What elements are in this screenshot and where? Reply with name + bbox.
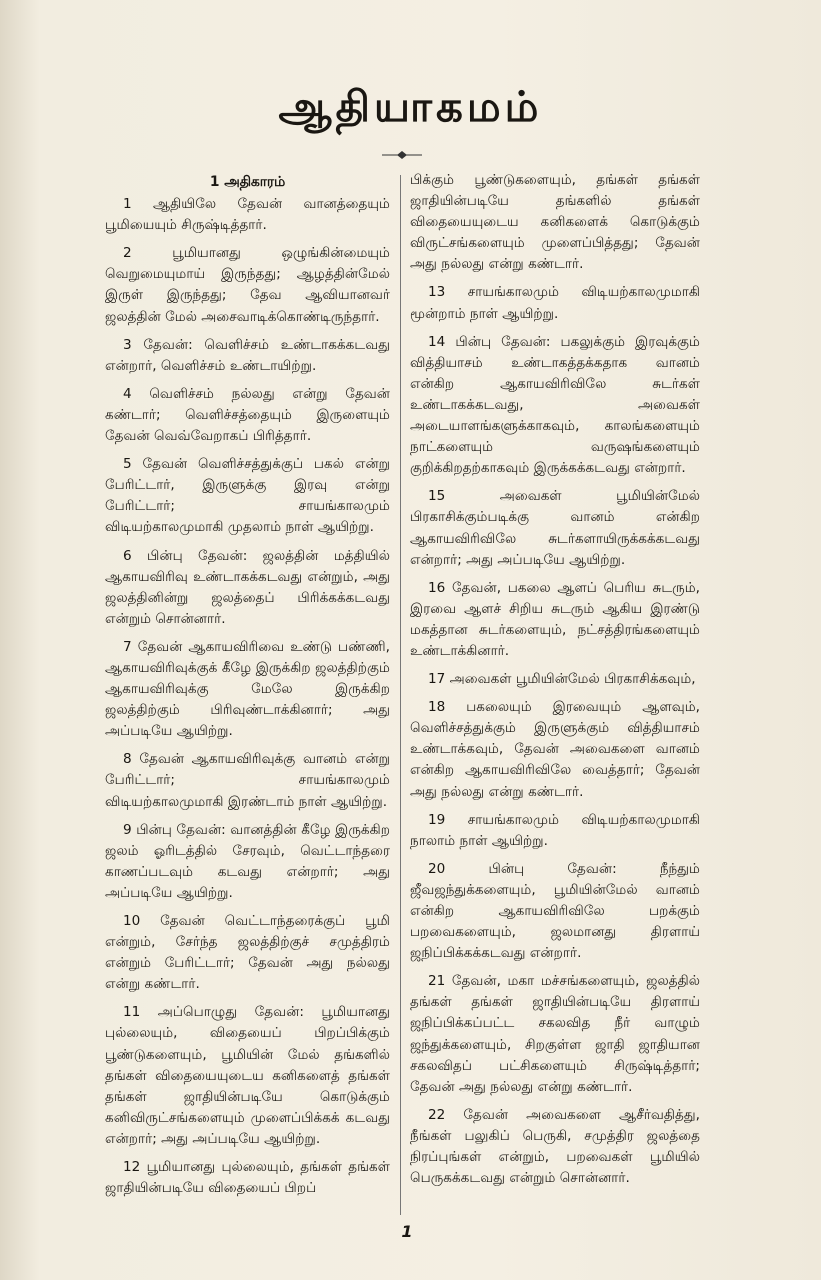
verse-18: 18 பகலையும் இரவையும் ஆளவும், வெளிச்சத்துக்கும் இருளுக்கும் வித்தியாசம் உண்டாக்கவும், தேவன் அவைகளை வானம் என்கிற ஆகாயவிரிவிலே வைத்தார்; தேவன் அது நல்லது என்று கண்டார். <box>410 699 700 800</box>
verse-10: 10 தேவன் வெட்டாந்தரைக்குப் பூமி என்றும், சேர்ந்த ஜலத்திற்குச் சமுத்திரம் என்றும் பேரிட்டார்; தேவன் அது நல்லது என்று கண்டார். <box>105 913 390 993</box>
verse-6: 6 பின்பு தேவன்: ஜலத்தின் மத்தியில் ஆகாயவிரிவு உண்டாகக்கடவது என்றும், அது ஜலத்தினின்று ஜலத்தைப் பிரிக்கக்கடவது என்றும் சொன்னார். <box>105 547 390 627</box>
left-column <box>105 170 390 1206</box>
chapter-heading: 1 அதிகாரம் <box>209 174 286 190</box>
right-column <box>410 170 700 1196</box>
verse-17: 17 அவைகள் பூமியின்மேல் பிரகாசிக்கவும், <box>428 671 696 688</box>
column-divider <box>400 175 401 1215</box>
verse-21: 21 தேவன், மகா மச்சங்களையும், ஜலத்தில் தங்கள் தங்கள் ஜாதியின்படியே திரளாய் ஜநிப்பிக்கப்பட்ட சகலவித நீர் வாழும் ஜந்துக்களையும், சிறகுள்ள ஜாதி ஜாதியான சகலவிதப் பட்சிகளையும் சிருஷ்டித்தார்; தேவன் அது நல்லது என்று கண்டார். <box>410 973 700 1095</box>
ornament-divider-icon <box>382 150 422 160</box>
verse-20: 20 பின்பு தேவன்: நீந்தும் ஜீவஜந்துக்களையும், பூமியின்மேல் வானம் என்கிற ஆகாயவிரிவிலே பறக்கும் பறவைகளையும், ஜலமானது திரளாய் ஜநிப்பிக்கக்கடவது என்றார். <box>410 860 700 962</box>
verse-14: 14 பின்பு தேவன்: பகலுக்கும் இரவுக்கும் வித்தியாசம் உண்டாகத்தக்கதாக வானம் என்கிற ஆகாயவிரிவிலே சுடர்கள் உண்டாகக்கடவது, அவைகள் அடையாளங்களுக்காகவும், காலங்களையும் நாட்களையும் வருஷங்களையும் குறிக்கிறதற்காகவும் இருக்கக்கடவது என்றார். <box>410 333 700 477</box>
verse-16: 16 தேவன், பகலை ஆளப் பெரிய சுடரும், இரவை ஆளச் சிறிய சுடரும் ஆகிய இரண்டு மகத்தான சுடர்களையும், நட்சத்திரங்களையும் உண்டாக்கினார். <box>410 579 700 659</box>
verse-4: 4 வெளிச்சம் நல்லது என்று தேவன் கண்டார்; வெளிச்சத்தையும் இருளையும் தேவன் வெவ்வேறாகப் பிரித்தார். <box>105 385 390 445</box>
verse-8: 8 தேவன் ஆகாயவிரிவுக்கு வானம் என்று பேரிட்டார்; சாயங்காலமும் விடியற்காலமுமாகி இரண்டாம் நாள் ஆயிற்று. <box>105 751 390 810</box>
verse-5: 5 தேவன் வெளிச்சத்துக்குப் பகல் என்று பேரிட்டார், இருளுக்கு இரவு என்று பேரிட்டார்; சாயங்காலமும் விடியற்காலமுமாகி முதலாம் நாள் ஆயிற்று. <box>105 456 390 536</box>
verse-12-continuation: பிக்கும் பூண்டுகளையும், தங்கள் தங்கள் ஜாதியின்படியே தங்களில் தங்கள் விதையையுடைய கனிகளைக் கொடுக்கும் விருட்சங்களையும் முளைப்பித்தது; தேவன் அது நல்லது என்று கண்டார். <box>410 172 700 273</box>
verse-3: 3 தேவன்: வெளிச்சம் உண்டாகக்கடவது என்றார், வெளிச்சம் உண்டாயிற்று. <box>105 336 390 374</box>
verse-2: 2 பூமியானது ஒழுங்கின்மையும் வெறுமையுமாய் இருந்தது; ஆழத்தின்மேல் இருள் இருந்தது; தேவ ஆவியானவர் ஜலத்தின் மேல் அசைவாடிக்கொண்டிருந்தார். <box>105 245 390 325</box>
verse-7: 7 தேவன் ஆகாயவிரிவை உண்டு பண்ணி, ஆகாயவிரிவுக்குக் கீழே இருக்கிற ஜலத்திற்கும் ஆகாயவிரிவுக்கு மேலே இருக்கிற ஜலத்திற்கும் பிரிவுண்டாக்கினார்; அது அப்படியே ஆயிற்று. <box>105 638 390 740</box>
verse-11: 11 அப்பொழுது தேவன்: பூமியானது புல்லையும், விதையைப் பிறப்பிக்கும் பூண்டுகளையும், பூமியின் மேல் தங்களில் தங்கள் விதையையுடைய கனிகளைத் தங்கள் தங்கள் ஜாதியின்படியே கொடுக்கும் கனிவிருட்சங்களையும் முளைப்பிக்கக் கடவது என்றார்; அது அப்படியே ஆயிற்று. <box>105 1004 390 1147</box>
verse-12-start: 12 பூமியானது புல்லையும், தங்கள் தங்கள் ஜாதியின்படியே விதையைப் பிறப் <box>105 1159 390 1197</box>
verse-22: 22 தேவன் அவைகளை ஆசீர்வதித்து, நீங்கள் பலுகிப் பெருகி, சமுத்திர ஜலத்தை நிரப்புங்கள் என்றும், பறவைகள் பூமியில் பெருகக்கடவது என்றும் சொன்னார். <box>410 1106 700 1187</box>
verse-1: 1 ஆதியிலே தேவன் வானத்தையும் பூமியையும் சிருஷ்டித்தார். <box>105 196 390 234</box>
verse-9: 9 பின்பு தேவன்: வானத்தின் கீழே இருக்கிற ஜலம் ஓரிடத்தில் சேரவும், வெட்டாந்தரை காணப்படவும் கடவது என்றார்; அது அப்படியே ஆயிற்று. <box>105 821 390 901</box>
book-title: ஆதியாகமம் <box>278 82 543 131</box>
verse-13: 13 சாயங்காலமும் விடியற்காலமுமாகி மூன்றாம் நாள் ஆயிற்று. <box>410 284 700 322</box>
verse-19: 19 சாயங்காலமும் விடியற்காலமுமாகி நாலாம் நாள் ஆயிற்று. <box>410 811 700 849</box>
page-number: 1 <box>401 1222 413 1241</box>
verse-15: 15 அவைகள் பூமியின்மேல் பிரகாசிக்கும்படிக்கு வானம் என்கிற ஆகாயவிரிவிலே சுடர்களாயிருக்கக்கடவது என்றார்; அது அப்படியே ஆயிற்று. <box>410 488 700 568</box>
